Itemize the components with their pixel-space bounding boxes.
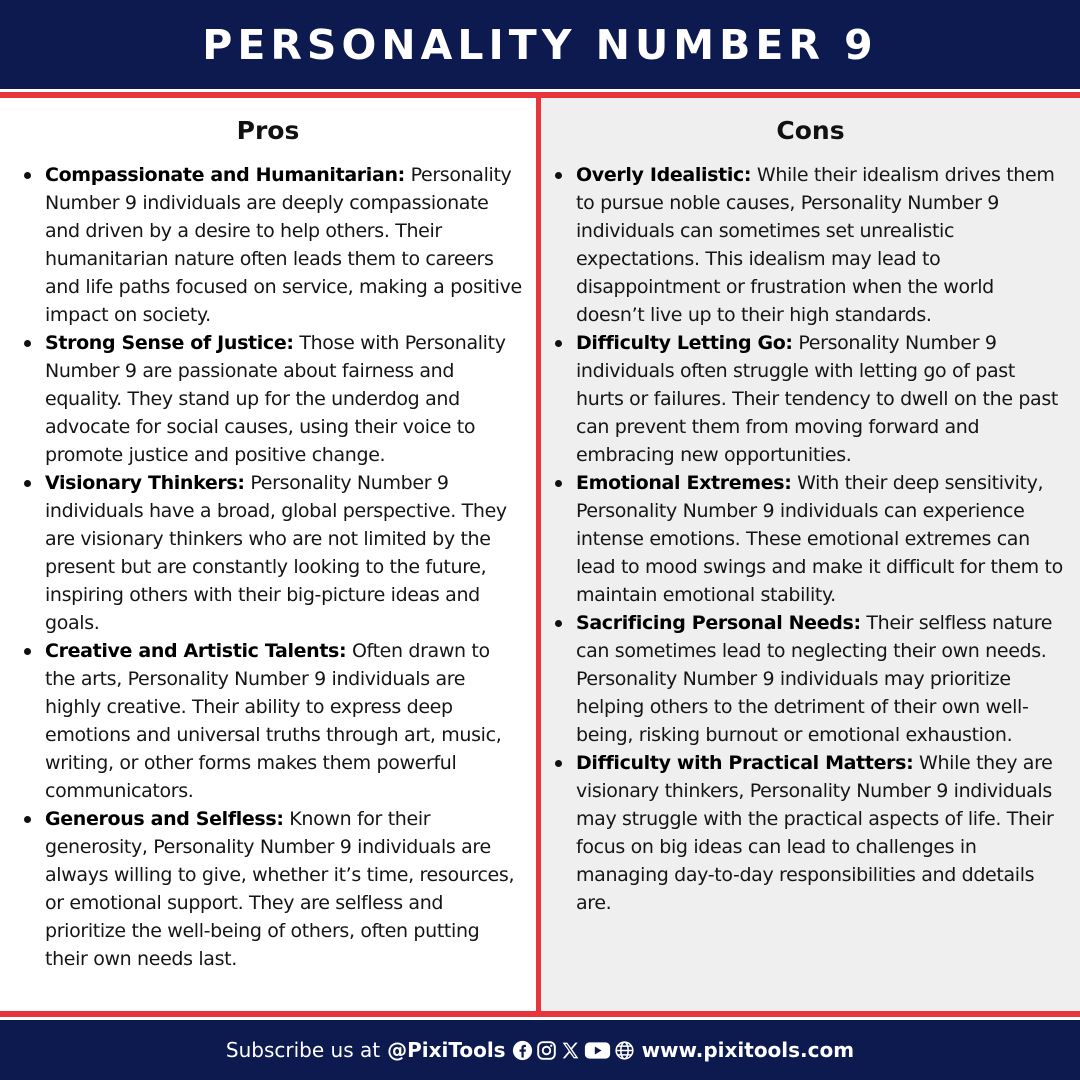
social-handle[interactable]: @PixiTools bbox=[387, 1038, 506, 1062]
pros-item-text: Those with Personality Number 9 are passionate about fairness and equality. They stand up for the underdog and advocate for social causes, using their voice to promote justice and positive change. bbox=[45, 332, 506, 466]
cons-item-text: Their selfless nature can sometimes lead to neglecting their own needs. Personality Number 9 individuals may prioritize helping others to the detriment of their own well-being, risking burnout or emotional exhaustion. bbox=[576, 612, 1053, 746]
instagram-icon[interactable] bbox=[536, 1040, 557, 1061]
pros-item bbox=[45, 161, 523, 329]
cons-item-text: While they are visionary thinkers, Personality Number 9 individuals may struggle with the practical aspects of life. Their focus on big ideas can lead to challenges in managing day-to-day responsibilities and ddetails are. bbox=[576, 752, 1054, 914]
bullet-icon bbox=[555, 480, 562, 487]
cons-item bbox=[576, 469, 1066, 609]
cons-item-term: Difficulty with Practical Matters: bbox=[576, 752, 914, 774]
bullet-icon bbox=[555, 620, 562, 627]
pros-item bbox=[45, 637, 523, 805]
pros-item bbox=[45, 805, 523, 973]
pros-item-term: Visionary Thinkers: bbox=[45, 472, 245, 494]
header-bar bbox=[0, 0, 1080, 89]
bullet-icon bbox=[24, 480, 31, 487]
pros-item-term: Strong Sense of Justice: bbox=[45, 332, 294, 354]
pros-item-term: Compassionate and Humanitarian: bbox=[45, 164, 405, 186]
cons-item bbox=[576, 161, 1066, 329]
cons-item-term: Emotional Extremes: bbox=[576, 472, 792, 494]
cons-list bbox=[576, 161, 1066, 917]
bullet-icon bbox=[555, 760, 562, 767]
page-title: PERSONALITY NUMBER 9 bbox=[202, 20, 878, 69]
pros-title: Pros bbox=[236, 116, 300, 145]
pros-item-term: Creative and Artistic Talents: bbox=[45, 640, 347, 662]
pros-item bbox=[45, 469, 523, 637]
bullet-icon bbox=[24, 340, 31, 347]
pros-item-text: Known for their generosity, Personality Number 9 individuals are always willing to give, whether it’s time, resources, or emotional support. They are selfless and prioritize the well-being of others, often putting their own needs last. bbox=[45, 808, 515, 970]
pros-item-text: Personality Number 9 individuals have a broad, global perspective. They are visionary thinkers who are not limited by the present but are constantly looking to the future, inspiring others with their big-picture ideas and goals. bbox=[45, 472, 507, 634]
bullet-icon bbox=[24, 816, 31, 823]
website-link[interactable]: www.pixitools.com bbox=[641, 1038, 855, 1062]
cons-item-term: Difficulty Letting Go: bbox=[576, 332, 793, 354]
cons-title: Cons bbox=[776, 116, 845, 145]
pros-item-text: Often drawn to the arts, Personality Number 9 individuals are highly creative. Their ability to express deep emotions and universal truths through art, music, writing, or other forms makes them powerful communicators. bbox=[45, 640, 502, 802]
bullet-icon bbox=[555, 340, 562, 347]
cons-item bbox=[576, 749, 1066, 917]
pros-item bbox=[45, 329, 523, 469]
subscribe-label: Subscribe us at bbox=[225, 1038, 381, 1062]
bullet-icon bbox=[24, 648, 31, 655]
cons-item bbox=[576, 609, 1066, 749]
pros-list bbox=[45, 161, 523, 973]
cons-item-term: Sacrificing Personal Needs: bbox=[576, 612, 861, 634]
cons-item-text: With their deep sensitivity, Personality Number 9 individuals can experience intense emotions. These emotional extremes can lead to mood swings and make it difficult for them to maintain emotional stability. bbox=[576, 472, 1063, 606]
bullet-icon bbox=[555, 172, 562, 179]
x-icon[interactable] bbox=[560, 1040, 581, 1061]
footer-bar bbox=[0, 1020, 1080, 1080]
globe-icon[interactable] bbox=[614, 1040, 635, 1061]
pros-column bbox=[0, 98, 536, 1011]
cons-item-text: While their idealism drives them to pursue noble causes, Personality Number 9 individuals can sometimes set unrealistic expectations. This idealism may lead to disappointment or frustration when the world doesn’t live up to their high standards. bbox=[576, 164, 1055, 326]
bullet-icon bbox=[24, 172, 31, 179]
cons-column bbox=[541, 98, 1080, 1011]
youtube-icon[interactable] bbox=[584, 1040, 611, 1061]
cons-item bbox=[576, 329, 1066, 469]
cons-item-text: Personality Number 9 individuals often struggle with letting go of past hurts or failures. Their tendency to dwell on the past can prevent them from moving forward and embracing new opportunities. bbox=[576, 332, 1059, 466]
cons-item-term: Overly Idealistic: bbox=[576, 164, 752, 186]
pros-item-term: Generous and Selfless: bbox=[45, 808, 284, 830]
facebook-icon[interactable] bbox=[512, 1040, 533, 1061]
pros-item-text: Personality Number 9 individuals are deeply compassionate and driven by a desire to help others. Their humanitarian nature often leads them to careers and life paths focused on service, making a positive impact on society. bbox=[45, 164, 522, 326]
